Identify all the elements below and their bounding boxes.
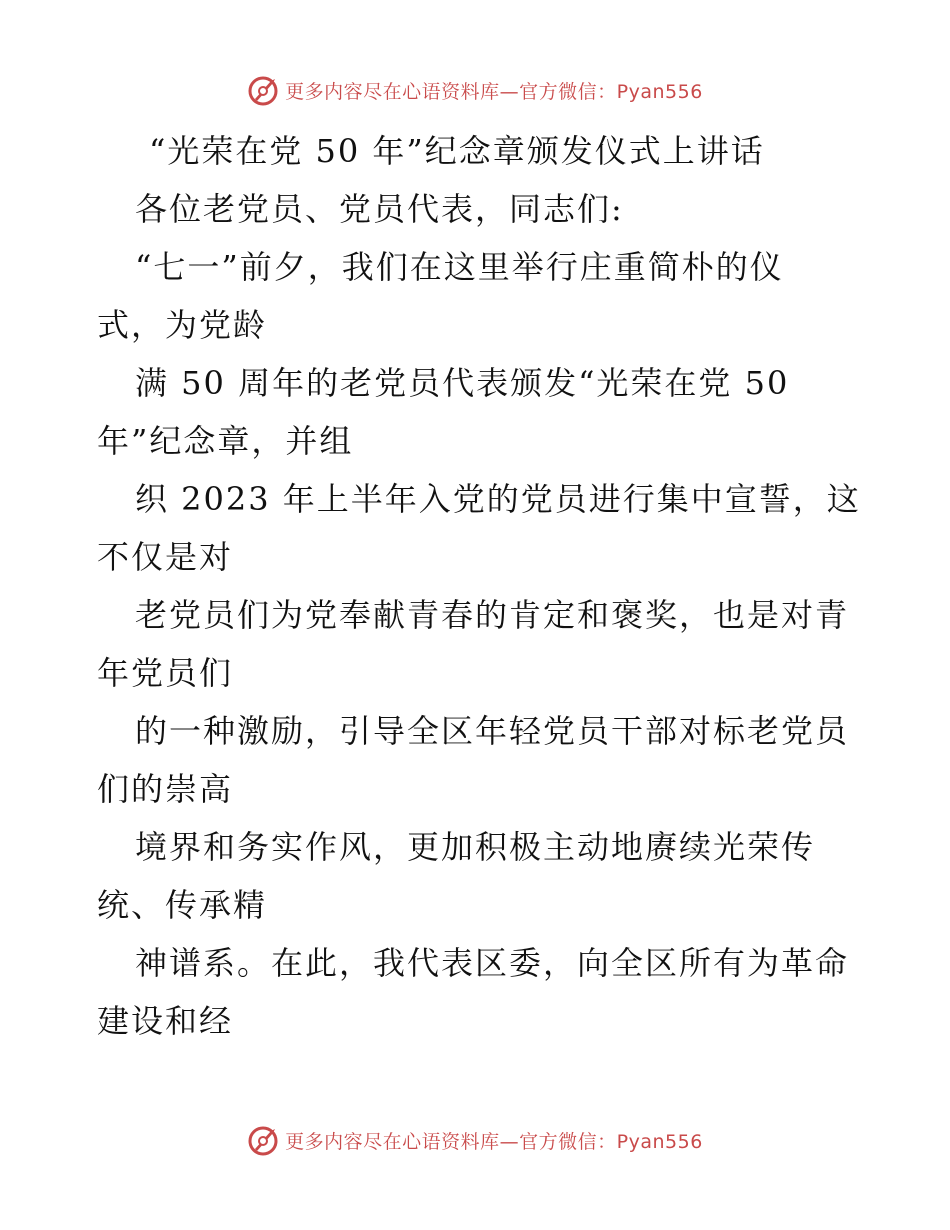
brush-pen-logo-icon [247,73,281,107]
text-line: 境界和务实作风，更加积极主动地赓续光荣传 [135,828,816,866]
footer-banner [0,1120,950,1160]
text-line: 织 2023 年上半年入党的党员进行集中宣誓，这 [135,480,861,518]
text-line: “七一”前夕，我们在这里举行庄重简朴的仪 [135,248,784,286]
text-line: 式，为党龄 [97,306,268,344]
text-line: 不仅是对 [97,538,234,576]
banner-text: 更多内容尽在心语资料库—官方微信：Pyan556 [285,1130,703,1153]
text-line: 老党员们为党奉献青春的肯定和褒奖，也是对青 [135,596,850,634]
text-line: 的一种激励，引导全区年轻党员干部对标老党员 [135,712,850,750]
document-body [97,122,861,1050]
text-line: 各位老党员、党员代表，同志们: [135,190,624,228]
text-line: 年党员们 [97,654,234,692]
document-title: “光荣在党 50 年”纪念章颁发仪式上讲话 [149,132,765,170]
banner-text: 更多内容尽在心语资料库—官方微信：Pyan556 [285,80,703,103]
text-line: 年”纪念章，并组 [97,422,354,460]
text-line: 统、传承精 [97,886,268,924]
brush-pen-logo-icon [247,1123,281,1157]
text-line: 神谱系。在此，我代表区委，向全区所有为革命 [135,944,850,982]
header-banner [0,70,950,110]
text-line: 满 50 周年的老党员代表颁发“光荣在党 50 [135,364,790,402]
text-line: 们的崇高 [97,770,234,808]
text-line: 建设和经 [97,1002,234,1040]
